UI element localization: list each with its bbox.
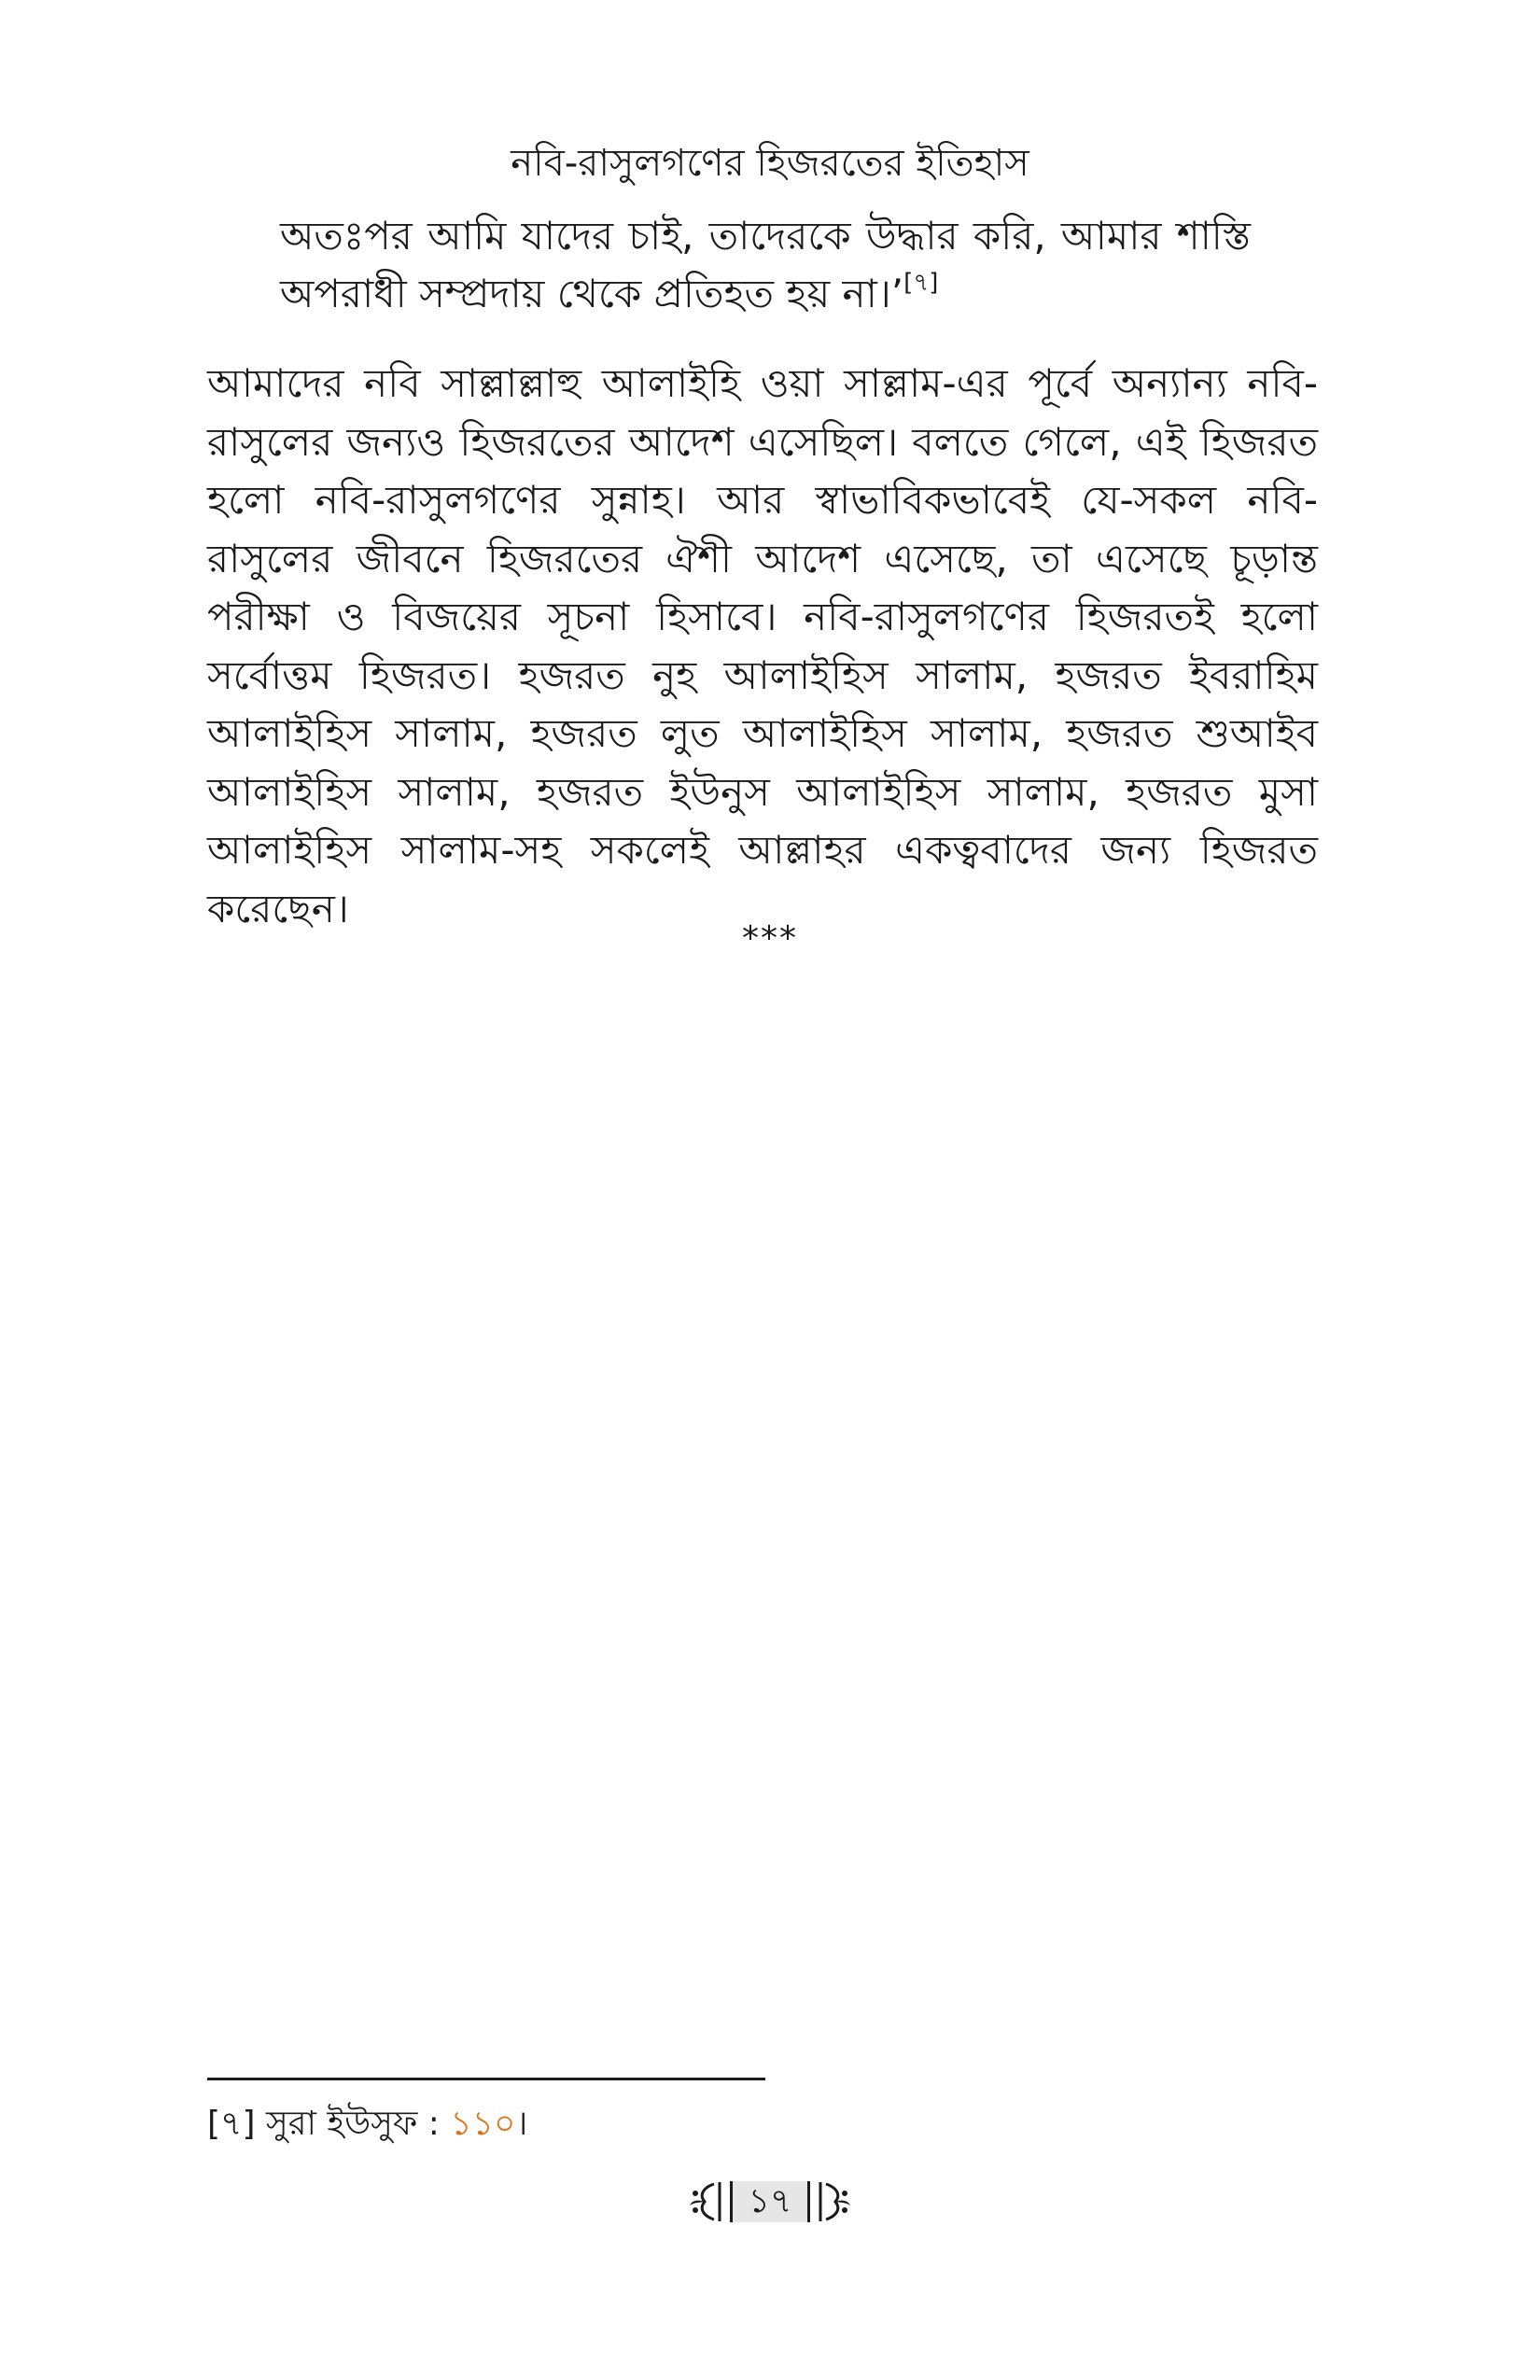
page-number: ১৭ bbox=[730, 2181, 809, 2222]
footnote-text: সুরা ইউসুফ : bbox=[265, 2105, 440, 2143]
section-separator: *** bbox=[742, 919, 798, 958]
body-paragraph: আমাদের নবি সাল্লাল্লাহু আলাইহি ওয়া সাল্লাম-এর পূর্বে অন্যান্য নবি-রাসুলের জন্যও হিজরতের আদেশ এসেছিল। বলতে গেলে, এই হিজরত হলো নবি-রাসুলগণের সুন্নাহ। আর স্বাভাবিকভাবেই যে-সকল নবি-রাসুলের জীবনে হিজরতের ঐশী আদেশ এসেছে, তা এসেছে চূড়ান্ত পরীক্ষা ও বিজয়ের সূচনা হিসাবে। নবি-রাসুলগণের হিজরতই হলো সর্বোত্তম হিজরত। হজরত নুহ আলাইহিস সালাম, হজরত ইবরাহিম আলাইহিস সালাম, হজরত লুত আলাইহিস সালাম, হজরত শুআইব আলাইহিস সালাম, হজরত ইউনুস আলাইহিস সালাম, হজরত মুসা আলাইহিস সালাম-সহ সকলেই আল্লাহর একত্ববাদের জন্য হিজরত করেছেন। bbox=[207, 360, 1318, 931]
footnote-divider bbox=[207, 2078, 765, 2080]
page-number-box bbox=[684, 2178, 856, 2225]
left-ornament-icon bbox=[684, 2178, 724, 2225]
footnote bbox=[207, 2104, 527, 2145]
footnote-marker: [৭] bbox=[207, 2105, 256, 2143]
quote-block bbox=[280, 207, 1251, 323]
right-ornament-icon bbox=[816, 2178, 856, 2225]
running-header: নবি-রাসুলগণের হিজরতের ইতিহাস bbox=[511, 142, 1029, 185]
footnote-reference[interactable]: [৭] bbox=[903, 269, 939, 297]
quote-text: অতঃপর আমি যাদের চাই, তাদেরকে উদ্ধার করি, আমার শাস্তি অপরাধী সম্প্রদায় থেকে প্রতিহত হয় না।’ bbox=[280, 213, 1251, 316]
footnote-verse-number: ১১০ bbox=[450, 2105, 516, 2143]
footnote-end-mark: । bbox=[515, 2105, 528, 2143]
